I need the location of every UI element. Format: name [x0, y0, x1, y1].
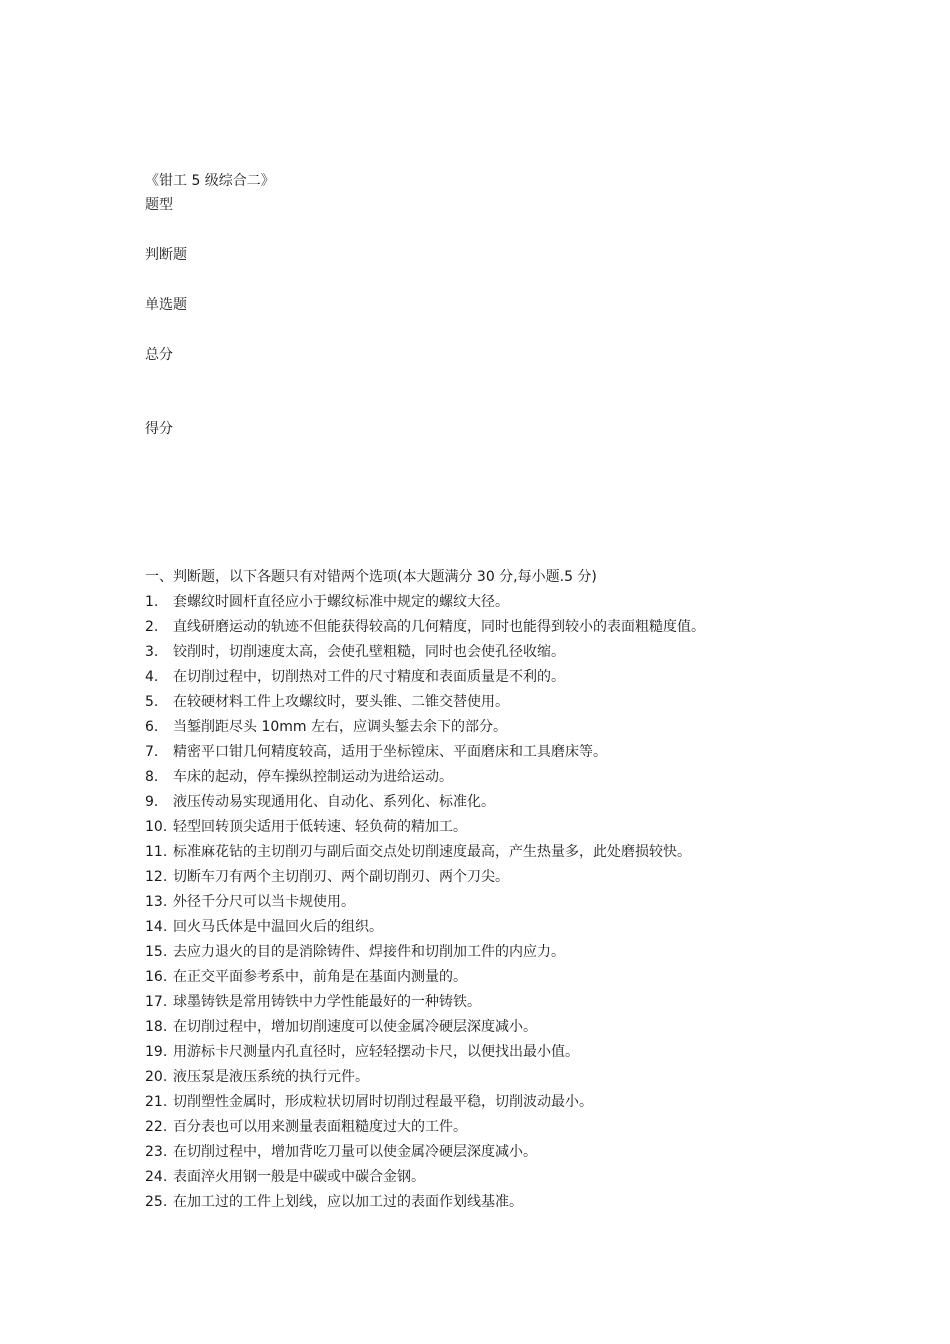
question-item [145, 1167, 705, 1192]
question-text: 切削塑性金属时，形成粒状切屑时切削过程最平稳，切削波动最小。 [173, 1094, 593, 1110]
question-number: 9. [145, 794, 159, 810]
question-text: 当錾削距尽头 10mm 左右，应调头錾去余下的部分。 [173, 719, 507, 735]
question-item [145, 1117, 705, 1142]
question-number: 5. [145, 694, 159, 710]
score-row-judgement: 判断题 [145, 247, 187, 263]
score-row-total: 总分 [145, 347, 173, 363]
question-text: 套螺纹时圆杆直径应小于螺纹标准中规定的螺纹大径。 [173, 594, 509, 610]
section-heading: 一、判断题，以下各题只有对错两个选项(本大题满分 30 分,每小题.5 分) [145, 569, 597, 585]
question-number: 21. [145, 1094, 168, 1110]
question-text: 标准麻花钻的主切削刃与副后面交点处切削速度最高，产生热量多，此处磨损较快。 [173, 844, 691, 860]
question-item [145, 742, 705, 767]
question-number: 2. [145, 619, 159, 635]
question-number: 16. [145, 969, 168, 985]
question-item [145, 867, 705, 892]
question-item [145, 992, 705, 1017]
score-label: 得分 [145, 421, 173, 437]
question-text: 表面淬火用钢一般是中碳或中碳合金钢。 [173, 1169, 425, 1185]
question-text: 球墨铸铁是常用铸铁中力学性能最好的一种铸铁。 [173, 994, 481, 1010]
question-text: 液压传动易实现通用化、自动化、系列化、标准化。 [173, 794, 495, 810]
question-item [145, 842, 705, 867]
question-text: 在切削过程中，切削热对工件的尺寸精度和表面质量是不利的。 [173, 669, 565, 685]
question-number: 17. [145, 994, 168, 1010]
question-item [145, 667, 705, 692]
question-text: 用游标卡尺测量内孔直径时，应轻轻摆动卡尺，以便找出最小值。 [173, 1044, 579, 1060]
question-item [145, 1142, 705, 1167]
question-item [145, 1042, 705, 1067]
question-item [145, 692, 705, 717]
question-number: 24. [145, 1169, 168, 1185]
question-text: 去应力退火的目的是消除铸件、焊接件和切削加工件的内应力。 [173, 944, 565, 960]
question-item [145, 1192, 705, 1217]
question-text: 在加工过的工件上划线，应以加工过的表面作划线基准。 [173, 1194, 523, 1210]
question-text: 在切削过程中，增加切削速度可以使金属冷硬层深度减小。 [173, 1019, 537, 1035]
question-text: 百分表也可以用来测量表面粗糙度过大的工件。 [173, 1119, 467, 1135]
question-number: 4. [145, 669, 159, 685]
question-item [145, 767, 705, 792]
question-text: 在正交平面参考系中，前角是在基面内测量的。 [173, 969, 467, 985]
question-text: 在切削过程中，增加背吃刀量可以使金属冷硬层深度减小。 [173, 1144, 537, 1160]
question-number: 13. [145, 894, 168, 910]
question-item [145, 942, 705, 967]
question-text: 直线研磨运动的轨迹不但能获得较高的几何精度，同时也能得到较小的表面粗糙度值。 [173, 619, 705, 635]
question-item [145, 717, 705, 742]
question-item [145, 1067, 705, 1092]
question-number: 20. [145, 1069, 168, 1085]
question-number: 7. [145, 744, 159, 760]
question-number: 10. [145, 819, 168, 835]
question-item [145, 917, 705, 942]
question-number: 11. [145, 844, 168, 860]
question-number: 15. [145, 944, 168, 960]
question-text: 车床的起动，停车操纵控制运动为进给运动。 [173, 769, 453, 785]
question-text: 切断车刀有两个主切削刃、两个副切削刃、两个刀尖。 [173, 869, 509, 885]
question-text: 在较硬材料工件上攻螺纹时，要头锥、二锥交替使用。 [173, 694, 509, 710]
score-table-header: 题型 [145, 197, 173, 213]
question-item [145, 642, 705, 667]
question-text: 精密平口钳几何精度较高，适用于坐标镗床、平面磨床和工具磨床等。 [173, 744, 607, 760]
question-number: 8. [145, 769, 159, 785]
question-text: 外径千分尺可以当卡规使用。 [173, 894, 355, 910]
question-number: 23. [145, 1144, 168, 1160]
question-text: 液压泵是液压系统的执行元件。 [173, 1069, 369, 1085]
question-number: 25. [145, 1194, 168, 1210]
question-item [145, 1092, 705, 1117]
question-list [145, 592, 705, 1217]
question-number: 6. [145, 719, 159, 735]
question-text: 铰削时，切削速度太高，会使孔壁粗糙，同时也会使孔径收缩。 [173, 644, 565, 660]
question-text: 轻型回转顶尖适用于低转速、轻负荷的精加工。 [173, 819, 467, 835]
question-number: 12. [145, 869, 168, 885]
question-item [145, 592, 705, 617]
question-item [145, 967, 705, 992]
question-number: 3. [145, 644, 159, 660]
score-row-single-choice: 单选题 [145, 297, 187, 313]
question-number: 22. [145, 1119, 168, 1135]
question-item [145, 817, 705, 842]
question-item [145, 1017, 705, 1042]
question-number: 1. [145, 594, 159, 610]
document-title: 《钳工 5 级综合二》 [145, 173, 275, 189]
question-item [145, 792, 705, 817]
question-number: 14. [145, 919, 168, 935]
question-item [145, 892, 705, 917]
question-text: 回火马氏体是中温回火后的组织。 [173, 919, 383, 935]
question-number: 18. [145, 1019, 168, 1035]
question-number: 19. [145, 1044, 168, 1060]
question-item [145, 617, 705, 642]
